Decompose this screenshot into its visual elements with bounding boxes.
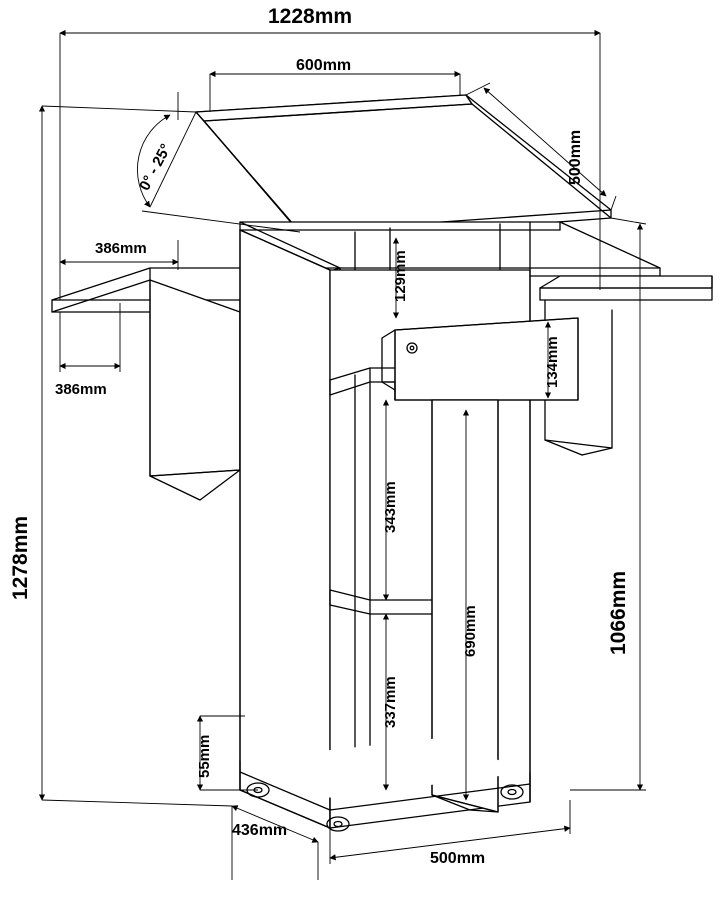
label-compartment-upper: 343mm	[382, 481, 399, 533]
label-door-height: 690mm	[462, 605, 479, 657]
left-wing-bracket	[150, 280, 240, 500]
label-drawer-height: 134mm	[544, 336, 561, 388]
label-tilt-angle: 0° - 25°	[136, 141, 175, 194]
right-wing-shelf	[540, 276, 712, 300]
label-left-wing-lower: 386mm	[55, 381, 107, 398]
label-overall-height: 1278mm	[9, 515, 32, 600]
dim-body-height	[570, 218, 646, 790]
label-body-height: 1066mm	[607, 570, 630, 655]
dim-left-wing-lower	[60, 303, 120, 372]
label-base-depth: 436mm	[232, 822, 288, 839]
label-caster-height: 55mm	[196, 734, 213, 778]
sloped-top	[196, 95, 611, 241]
label-base-width: 500mm	[430, 850, 486, 867]
label-top-width: 600mm	[296, 57, 352, 74]
label-top-depth: 500mm	[567, 129, 584, 185]
label-overall-width: 1228mm	[268, 5, 353, 28]
label-shelf-gap-upper: 129mm	[392, 250, 409, 302]
label-left-wing-upper: 386mm	[95, 240, 147, 257]
label-compartment-lower: 337mm	[382, 676, 399, 728]
